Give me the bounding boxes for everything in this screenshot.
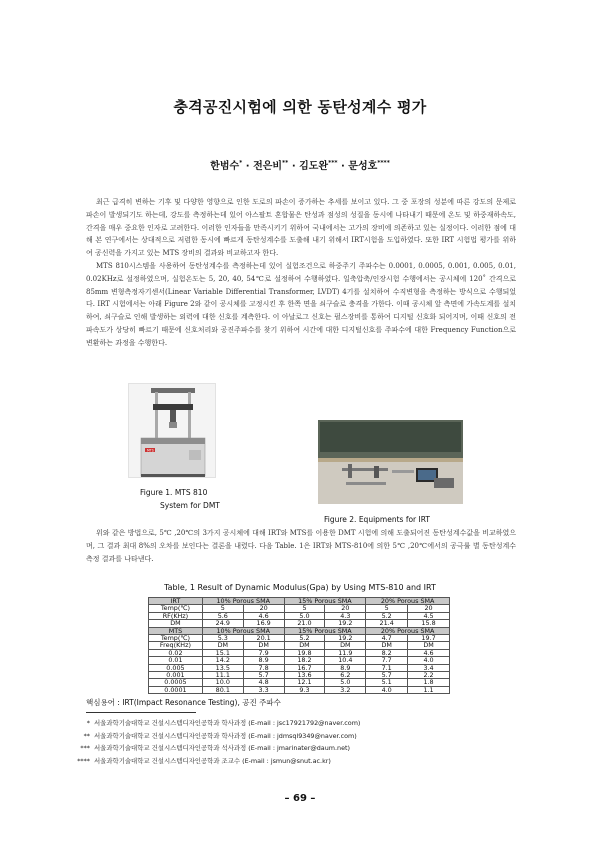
irt-equipment-illustration xyxy=(318,420,463,504)
table-cell: 20% Porous SMA xyxy=(366,627,450,634)
figure-2-photo xyxy=(318,420,463,504)
table-cell: 19.2 xyxy=(325,635,366,642)
table-cell: 1.1 xyxy=(408,686,450,693)
table-cell: 5.7 xyxy=(366,672,408,679)
table-cell: 5 xyxy=(366,605,408,612)
table-cell: 20% Porous SMA xyxy=(366,598,450,605)
table-cell: 13.5 xyxy=(202,664,243,671)
figure-1-caption-line1: Figure 1. MTS 810 xyxy=(140,488,208,497)
keywords: 핵심용어 : IRT(Impact Resonance Testing), 공진 주파수 xyxy=(86,698,281,707)
table-cell: 7.1 xyxy=(366,664,408,671)
table-cell: 3.2 xyxy=(325,686,366,693)
author: 김도완 xyxy=(299,161,329,172)
table-cell: 19.7 xyxy=(408,635,450,642)
table-cell: 1.8 xyxy=(408,679,450,686)
table-row-header: 0.01 xyxy=(149,657,203,664)
mts-810-machine-illustration xyxy=(129,384,217,479)
table-cell: DM xyxy=(202,642,243,649)
table-cell: DM xyxy=(325,642,366,649)
author-mark: **** xyxy=(377,159,390,167)
table-cell: 20.1 xyxy=(243,635,284,642)
table-cell: 4.0 xyxy=(408,657,450,664)
figure-2-caption: Figure 2. Equipments for IRT xyxy=(324,515,430,524)
body-paragraph: 최근 급격히 변하는 기후 및 다양한 영향으로 인한 도로의 파손이 증가하는 추세를 보이고 있다. 그 중 포장의 성분에 따른 강도의 문제로 파손이 발생되기도 하는데, 강도를 측정하는데 있어 아스팔트 혼합물은 탄성과 점성의 성질을 동시에 나타내기 때문에 온도 및 하중재하속도, 간격을 매우 중요한 인자로 고려한다. 이러한 인자들을 만족시키기 위하여 국내에서는 고가의 장비에 의존하고 있는 실정이다. 이러한 점에 대해 본 연구에서는 상대적으로 저렴한 동시에 빠르게 동탄성계수를 도출해 내기 위해서 IRT시험을 도입하였다. 또한 IRT 시험법 평가를 위하여 공신력을 가지고 있는 MTS 장비의 결과와 비교하고자 한다. xyxy=(86,198,516,258)
paper-title: 충격공진시험에 의한 동탄성계수 평가 xyxy=(173,98,427,116)
table-row-header: Temp(℃) xyxy=(149,605,203,612)
table-row-header: Freq(KHz) xyxy=(149,642,203,649)
table-row-header: Temp(℃) xyxy=(149,635,203,642)
footnote-mark: *** xyxy=(80,744,90,753)
table-cell: 7.9 xyxy=(243,649,284,656)
table-cell: 11.1 xyxy=(202,672,243,679)
table-row-header: 0.0005 xyxy=(149,679,203,686)
table-row-header: 0.02 xyxy=(149,649,203,656)
table-cell: 5.2 xyxy=(284,635,325,642)
table-cell: 4.5 xyxy=(408,612,450,619)
author: 문성호 xyxy=(348,161,378,172)
table-cell: 80.1 xyxy=(202,686,243,693)
table-row-header: IRT xyxy=(149,598,203,605)
footnote-text: 서울과학기술대학교 건설시스템디자인공학과 학사과정 (E-mail : jdmsql9349@naver.com) xyxy=(94,731,357,740)
table-row xyxy=(149,598,450,605)
table-cell: 7.7 xyxy=(366,657,408,664)
author-separator: · xyxy=(341,161,345,172)
table-cell: 5.3 xyxy=(202,635,243,642)
table-cell: 5.6 xyxy=(202,612,243,619)
author-separator: · xyxy=(291,161,296,172)
table-cell: 18.2 xyxy=(284,657,325,664)
body-section-2 xyxy=(86,527,516,565)
table-cell: 9.3 xyxy=(284,686,325,693)
table-row-header: 0.005 xyxy=(149,664,203,671)
table-cell: 10% Porous SMA xyxy=(202,627,284,634)
figure-1-photo xyxy=(128,383,216,478)
table-caption: Table, 1 Result of Dynamic Modulus(Gpa) by Using MTS-810 and IRT xyxy=(164,583,436,592)
page-number: – 69 – xyxy=(284,793,316,804)
table-cell: 3.4 xyxy=(408,664,450,671)
table-cell: 8.9 xyxy=(325,664,366,671)
table-cell: 19.2 xyxy=(325,620,366,627)
table-cell: DM xyxy=(366,642,408,649)
table-cell: 10.4 xyxy=(325,657,366,664)
table-row-header: 0.0001 xyxy=(149,686,203,693)
table-row-header: 0.001 xyxy=(149,672,203,679)
figure-1-caption-line2: System for DMT xyxy=(160,501,220,510)
table-cell: 4.6 xyxy=(243,612,284,619)
table-cell: 21.0 xyxy=(284,620,325,627)
table-cell: 20 xyxy=(325,605,366,612)
body-section-1 xyxy=(86,196,516,350)
footnote-mark: **** xyxy=(77,756,90,765)
table-cell: 20 xyxy=(408,605,450,612)
footnote xyxy=(74,730,524,743)
table-row-header: RF(KHz) xyxy=(149,612,203,619)
table-cell: 11.9 xyxy=(325,649,366,656)
footnote xyxy=(74,755,524,768)
author-separator: · xyxy=(245,161,250,172)
table-cell: 5 xyxy=(284,605,325,612)
table-cell: DM xyxy=(243,642,284,649)
table-cell: 8.2 xyxy=(366,649,408,656)
table-row xyxy=(149,686,450,693)
table-cell: 15% Porous SMA xyxy=(284,598,366,605)
table-cell: 4.0 xyxy=(366,686,408,693)
table-cell: 5.1 xyxy=(366,679,408,686)
footnote-text: 서울과학기술대학교 건설시스템디자인공학과 석사과정 (E-mail : jmarinater@daum.net) xyxy=(94,744,351,753)
table-cell: 5.2 xyxy=(366,612,408,619)
table-cell: 7.8 xyxy=(243,664,284,671)
table-cell: 6.2 xyxy=(325,672,366,679)
footnote-text: 서울과학기술대학교 건설시스템디자인공학과 학사과정 (E-mail : jsc17921792@naver.com) xyxy=(94,719,361,727)
footnote xyxy=(74,717,524,730)
table-cell: 5.7 xyxy=(243,672,284,679)
table-cell: 5.0 xyxy=(325,679,366,686)
body-paragraph: 위와 같은 방법으로, 5℃ ,20℃의 3가지 공시체에 대해 IRT와 MTS를 이용한 DMT 시험에 의해 도출되어진 동탄성계수값을 비교하였으며, 그 결과 최대 8%의 오차를 보인다는 결론을 내렸다. 다음 Table. 1은 IRT와 MTS-810에 의한 5℃ ,20℃에서의 공극률 별 동탄성계수 측정 결과를 나타낸다. xyxy=(86,529,516,563)
footnote-divider xyxy=(86,712,196,713)
table-cell: 21.4 xyxy=(366,620,408,627)
table-cell: 2.2 xyxy=(408,672,450,679)
table-cell: 4.7 xyxy=(366,635,408,642)
table-row xyxy=(149,620,450,627)
table-cell: 10% Porous SMA xyxy=(202,598,284,605)
table-cell: 15.1 xyxy=(202,649,243,656)
footnote-text: 서울과학기술대학교 건설시스템디자인공학과 조교수 (E-mail : jsmun@snut.ac.kr) xyxy=(94,756,331,765)
table-cell: DM xyxy=(408,642,450,649)
table-cell: 15% Porous SMA xyxy=(284,627,366,634)
table-cell: 12.1 xyxy=(284,679,325,686)
table-row-header: DM xyxy=(149,620,203,627)
author: 한범수 xyxy=(210,161,240,172)
table-cell: DM xyxy=(284,642,325,649)
table-cell: 10.0 xyxy=(202,679,243,686)
table-cell: 16.9 xyxy=(243,620,284,627)
mts-logo: MTS xyxy=(147,448,154,453)
author-mark: *** xyxy=(328,159,338,167)
table-cell: 19.8 xyxy=(284,649,325,656)
table-cell: 20 xyxy=(243,605,284,612)
author-mark: * xyxy=(239,159,243,167)
table-cell: 14.2 xyxy=(202,657,243,664)
footnotes xyxy=(74,717,524,767)
body-paragraph: MTS 810시스템을 사용하여 동탄성계수를 측정하는데 있어 실험조건으로 하중주기 주파수는 0.0001, 0.0005, 0.001, 0.005, 0.01, 0.02KHz로 설정하였으며, 실험온도는 5, 20, 40, 54℃로 설정하여 수행하였다. 일축압축/인장시험 수행에서는 공시체에 120˚ 간격으로 85mm 변형측정자기센서(Linear Variable Differential Transformer, LVDT) 4기를 설치하여 수직변형을 측정하는 방식으로 수행되었다. IRT 시험에서는 아래 Figure 2와 같이 공시체를 고정시킨 후 한쪽 면을 쇠구슬로 충격을 가한다. 이때 공시체 앞 측면에 가속도계를 설치하여, 쇠구슬로 인해 발생하는 외력에 대한 신호를 계측한다. 이 아날로그 신호는 펄스장비를 통하여 디지털 신호화 되어지며, 이때 신호의 전파속도가 상당히 빠르기 때문에 신호처리와 공진주파수를 찾기 위하여 시간에 대한 디지털신호를 주파수에 대한 Frequency Function으로 변환하는 과정을 수행한다. xyxy=(86,261,516,347)
table-cell: 5.0 xyxy=(284,612,325,619)
table-cell: 8.9 xyxy=(243,657,284,664)
table-cell: 15.8 xyxy=(408,620,450,627)
author-line xyxy=(0,157,600,172)
table-cell: 4.6 xyxy=(408,649,450,656)
table-cell: 4.3 xyxy=(325,612,366,619)
dynamic-modulus-table xyxy=(148,597,450,694)
table-row-header: MTS xyxy=(149,627,203,634)
table-cell: 5 xyxy=(202,605,243,612)
table-cell: 13.6 xyxy=(284,672,325,679)
footnote xyxy=(74,742,524,755)
author: 전은비 xyxy=(253,161,283,172)
table-cell: 16.7 xyxy=(284,664,325,671)
table-cell: 3.3 xyxy=(243,686,284,693)
footnote-mark: ** xyxy=(83,731,90,740)
table-cell: 4.8 xyxy=(243,679,284,686)
footnote-mark: * xyxy=(86,719,90,727)
author-mark: ** xyxy=(282,159,289,167)
table-cell: 24.9 xyxy=(202,620,243,627)
